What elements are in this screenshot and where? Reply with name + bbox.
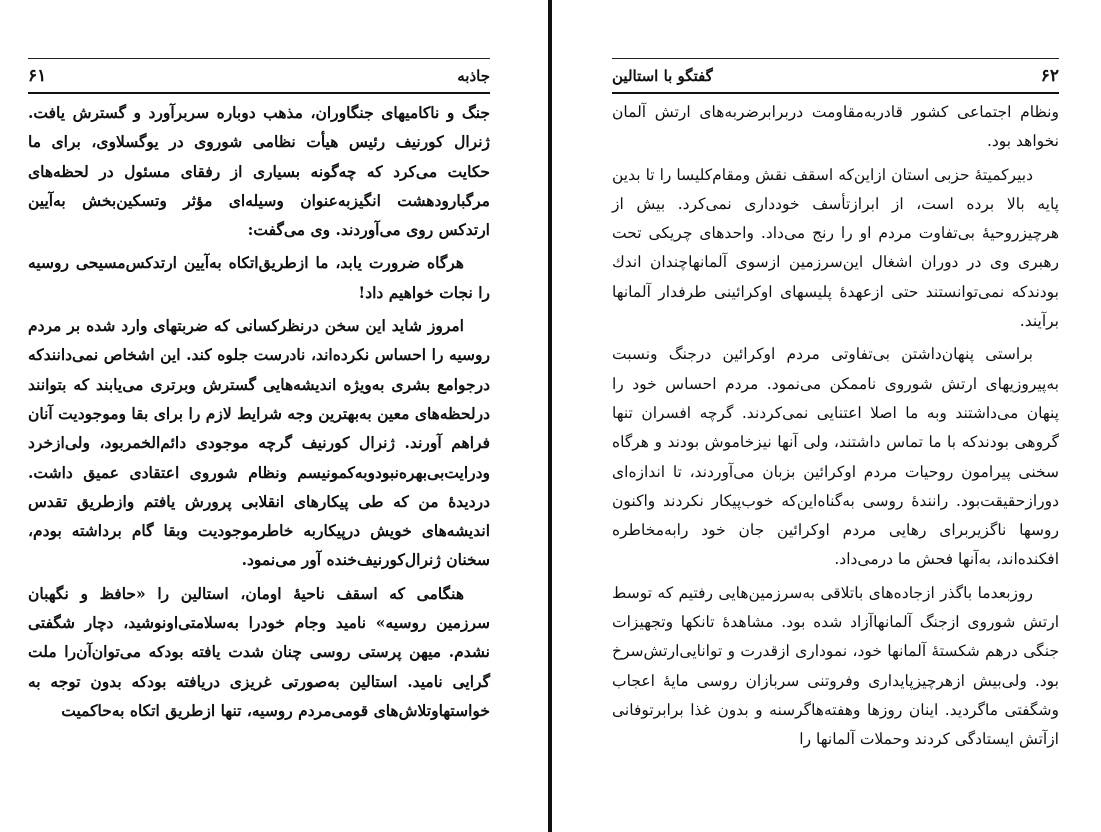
header-top-rule xyxy=(612,58,1059,59)
left-page-body xyxy=(28,98,490,729)
paragraph: روزبعدما باگذر ازجاده‌های باتلاقی به‌سرزمین‌هایی رفتیم که توسط ارتش شوروی ازجنگ آلمانهاآزاد شده بود. مشاهدهٔ تانکها وتجهیزات جنگی درهم شکستهٔ آلمانها خود، نموداری ازقدرت و توانایی‌ارتش‌سرخ بود. ولی‌بیش ازهرچیزپایداری وفروتنی سربازان روسی مایهٔ اعجاب وشگفتی ماگردید. اینان روزها وهفته‌هاگرسنه و بدون غذا برابرتوفانی ازآتش ایستادگی کردند وحملات آلمانها را xyxy=(612,583,1059,749)
header-bottom-rule xyxy=(28,92,490,94)
running-title: جاذبه xyxy=(457,67,490,85)
right-page-body xyxy=(612,98,1059,759)
book-gutter xyxy=(548,0,552,832)
header-top-rule xyxy=(28,58,490,59)
paragraph: براستی پنهان‌داشتن بی‌تفاوتی مردم اوكرائین درجنگ ونسبت به‌پیروزیهای ارتش شوروی ناممکن می‌نمود. مردم احساس خود را پنهان می‌داشتند وبه ما اصلا اعتنایی نمی‌کردند. گرچه افسران تنها گروهی بودندکه با ما تماس داشتند، ولی آنها نیزخاموش بودند و هرگاه سخنی پیرامون روحیات مردم اوکرائین بزبان می‌آوردند، تا اندازه‌ای دورازحقیقت‌بود. رانندهٔ روسی به‌گناه‌این‌که خوب‌پیکار نکردند واکنون روسها ناگزیربرای رهایی مردم اوکرائین جان خود رابه‌مخاطره افکنده‌اند، به‌آنها فحش ما درمی‌داد. xyxy=(612,345,1059,569)
header-bottom-rule xyxy=(612,92,1059,94)
left-page xyxy=(0,0,548,832)
right-page-header xyxy=(612,60,1059,92)
page-number: ۶۱ xyxy=(28,66,47,86)
running-title: گفتگو با استالین xyxy=(612,67,713,85)
paragraph: هرگاه ضرورت یابد، ما ازطریق‌اتکاه به‌آیین ارتدکس‌مسیحی روسیه را نجات خواهیم داد! xyxy=(28,253,490,302)
paragraph: امروز شاید این سخن درنظرکسانی که ضربتهای وارد شده بر مردم روسیه را احساس نکرده‌اند، نادرست جلوه کند. این اشخاص نمی‌دانندکه درجوامع بشری به‌ویژه اندیشه‌هایی گسترش وبرتری می‌یابند که بتوانند درلحظه‌های معین به‌بهترین وجه شرایط لازم را برای بقا وموجودیت آنان فراهم آورند. ژنرال کورنیف گرچه موجودی دائم‌الخمربود، ولی‌ازخرد ودرایت‌بی‌بهره‌نبود‌وبه‌کمونیسم ونظام شوروی اعتقادی عمیق داشت. دردیدهٔ من که طی پیکارهای انقلابی پرورش یافتم وازطریق تقدس اندیشه‌های خویش درپیکاربه خاطرموجودیت وبقا گام برداشته بودم، سخنان ژنرال‌کورنیف‌خنده آور می‌نمود. xyxy=(28,316,490,570)
paragraph: هنگامی که اسقف ناحیهٔ اومان، استالین را «حافظ و نگهبان سرزمین روسیه» نامید وجام خودرا به‌سلامتی‌اونوشید، دچار شگفتی نشدم. میهن پرستی روسی چنان شدت یافته بودکه می‌توان‌آن‌را ملت گرایی نامید. استالین به‌صورتی غریزی دریافته بودکه بدون توجه به خواستهاوتلاش‌های قومی‌مردم روسیه، تنها ازطریق اتکاه به‌حاکمیت xyxy=(28,583,490,720)
paragraph: دبیرکمیتهٔ حزبی استان ازاین‌که اسقف نقش ومقام‌کلیسا را تا بدین پایه بالا برده است، از ابرازتأسف خودداری نمی‌کرد. بیش از هرچیزروحیهٔ بی‌تفاوت مردم او را رنج می‌داد. واحدهای چریکی تحت رهبری وی در دوران اشغال این‌سرزمین ازسوی آلمانهاچندان اندك بودندكه نمی‌توانستند حتی ازعهدهٔ پلیسهای اوكرائینی طرفدار آلمانها برآیند. xyxy=(612,165,1059,331)
left-page-header xyxy=(28,60,490,92)
paragraph: جنگ و ناکامیهای جنگاوران، مذهب دوباره سربرآورد و گسترش یافت. ژنرال کورنیف رئیس هیأت نظامی شوروی در یوگسلاوی، برای ما حکایت می‌کرد که چه‌گونه بسیاری از رفقای مسئول در لحظه‌های مرگبارودهشت انگیزبه‌عنوان وسیله‌ای مؤثر وتسکین‌بخش به‌آیین ارتدکس روی می‌آوردند. وی می‌گفت: xyxy=(28,103,490,240)
paragraph: ونظام اجتماعی کشور قادربه‌مقاومت دربرابرضربه‌های ارتش آلمان نخواهد بود. xyxy=(612,103,1059,151)
page-number: ۶۲ xyxy=(1040,66,1059,86)
right-page xyxy=(554,0,1101,832)
